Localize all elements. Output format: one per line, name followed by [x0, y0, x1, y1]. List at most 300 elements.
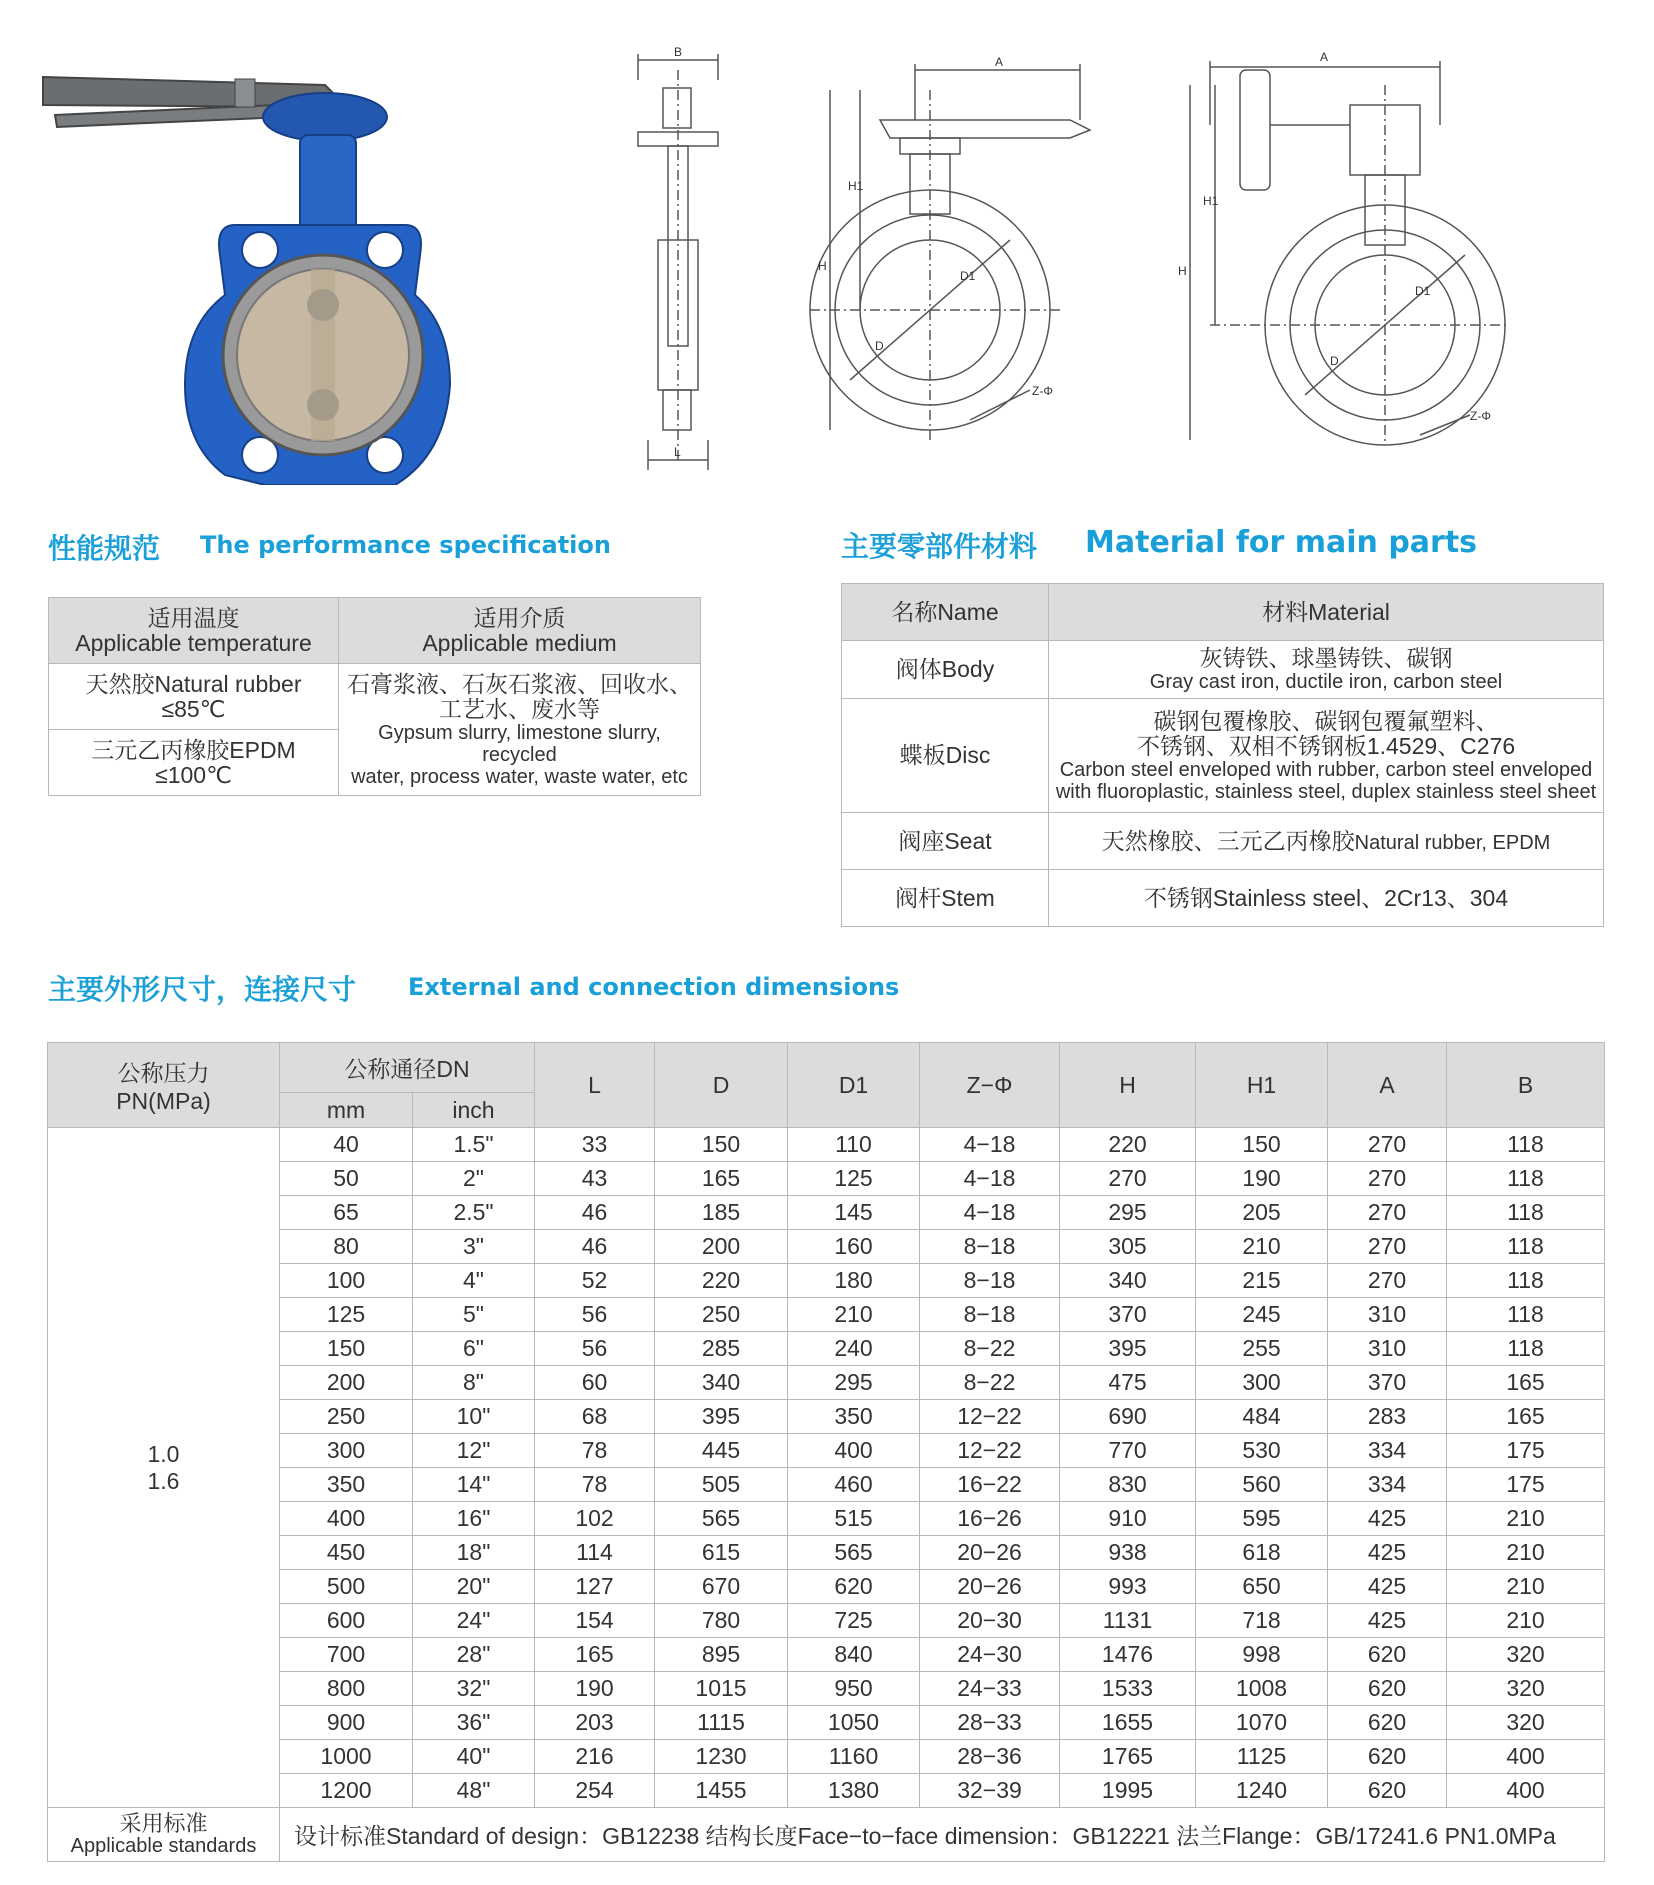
natural-rubber-label: 天然胶Natural rubber	[85, 670, 302, 697]
cell-z-phi: 28−36	[920, 1740, 1060, 1774]
cell-d: 445	[655, 1434, 788, 1468]
materials-title-cn: 主要零部件材料	[841, 530, 1038, 563]
cell-b: 320	[1447, 1672, 1605, 1706]
cell-h: 690	[1060, 1400, 1196, 1434]
cell-a: 334	[1328, 1468, 1447, 1502]
disc-material-cn2: 不锈钢、双相不锈钢板1.4529、C276	[1136, 732, 1516, 759]
cell-dn-inch: 28"	[413, 1638, 535, 1672]
cell-z-phi: 24−33	[920, 1672, 1060, 1706]
temperature-header-cn: 适用温度	[147, 604, 240, 631]
temperature-header	[49, 598, 339, 664]
dim-label-a-2: A	[1320, 50, 1329, 64]
cell-l: 68	[535, 1400, 655, 1434]
cell-z-phi: 12−22	[920, 1434, 1060, 1468]
col-header-h: H	[1060, 1043, 1196, 1128]
cell-dn-mm: 900	[280, 1706, 413, 1740]
cell-b: 320	[1447, 1638, 1605, 1672]
gearbox-view-drawing	[1170, 45, 1520, 455]
cell-dn-inch: 5"	[413, 1298, 535, 1332]
cell-b: 118	[1447, 1128, 1605, 1162]
cell-l: 254	[535, 1774, 655, 1808]
cell-dn-mm: 1200	[280, 1774, 413, 1808]
col-header-d1: D1	[788, 1043, 920, 1128]
dim-label-h1: H1	[848, 179, 864, 193]
dimensions-title-cn: 主要外形尺寸，连接尺寸	[48, 973, 357, 1006]
cell-a: 370	[1328, 1366, 1447, 1400]
cell-h: 1533	[1060, 1672, 1196, 1706]
cell-d1: 1050	[788, 1706, 920, 1740]
temperature-header-en: Applicable temperature	[75, 629, 312, 656]
cell-h1: 190	[1196, 1162, 1328, 1196]
table-row	[48, 1604, 1605, 1638]
cell-z-phi: 8−18	[920, 1264, 1060, 1298]
medium-cn-line2: 工艺水、废水等	[439, 695, 600, 722]
medium-en-line2: water, process water, waste water, etc	[351, 765, 688, 788]
body-material-en: Gray cast iron, ductile iron, carbon steel	[1149, 671, 1503, 693]
cell-a: 620	[1328, 1638, 1447, 1672]
dim-label-h-2: H	[1178, 264, 1187, 278]
cell-d: 565	[655, 1502, 788, 1536]
medium-header-cn: 适用介质	[473, 604, 566, 631]
cell-h: 770	[1060, 1434, 1196, 1468]
disc-name: 蝶板Disc	[842, 699, 1049, 813]
standards-label-cn: 采用标准	[119, 1810, 208, 1836]
cell-d: 200	[655, 1230, 788, 1264]
cell-d1: 840	[788, 1638, 920, 1672]
cell-h: 475	[1060, 1366, 1196, 1400]
table-row	[48, 1332, 1605, 1366]
cell-l: 52	[535, 1264, 655, 1298]
cell-dn-inch: 4"	[413, 1264, 535, 1298]
cell-d: 165	[655, 1162, 788, 1196]
cell-d1: 295	[788, 1366, 920, 1400]
cell-dn-inch: 40"	[413, 1740, 535, 1774]
cell-h1: 1125	[1196, 1740, 1328, 1774]
cell-d1: 210	[788, 1298, 920, 1332]
cell-b: 165	[1447, 1366, 1605, 1400]
pn-value-2: 1.6	[147, 1467, 180, 1494]
cell-dn-mm: 600	[280, 1604, 413, 1638]
cell-h1: 1008	[1196, 1672, 1328, 1706]
cell-l: 154	[535, 1604, 655, 1638]
cell-d1: 350	[788, 1400, 920, 1434]
dim-label-h1-2: H1	[1203, 194, 1219, 208]
cell-h: 220	[1060, 1128, 1196, 1162]
cell-z-phi: 28−33	[920, 1706, 1060, 1740]
cell-dn-inch: 18"	[413, 1536, 535, 1570]
epdm-temp: ≤100℃	[155, 761, 232, 788]
cell-d1: 145	[788, 1196, 920, 1230]
disc-material-cn1: 碳钢包覆橡胶、碳钢包覆氟塑料、	[1153, 707, 1499, 734]
dim-label-z-phi-2: Z-Φ	[1470, 409, 1491, 423]
cell-dn-inch: 10"	[413, 1400, 535, 1434]
cell-l: 46	[535, 1196, 655, 1230]
cell-dn-mm: 65	[280, 1196, 413, 1230]
dimensions-title-en: External and connection dimensions	[408, 973, 900, 1001]
cell-dn-inch: 32"	[413, 1672, 535, 1706]
medium-header-en: Applicable medium	[422, 629, 617, 656]
cell-z-phi: 20−30	[920, 1604, 1060, 1638]
cell-l: 165	[535, 1638, 655, 1672]
cell-l: 46	[535, 1230, 655, 1264]
inch-header: inch	[413, 1093, 535, 1128]
cell-z-phi: 24−30	[920, 1638, 1060, 1672]
cell-a: 283	[1328, 1400, 1447, 1434]
cell-a: 270	[1328, 1230, 1447, 1264]
cell-d: 1015	[655, 1672, 788, 1706]
materials-title-en: Material for main parts	[1085, 525, 1478, 560]
cell-d1: 180	[788, 1264, 920, 1298]
cell-d1: 1160	[788, 1740, 920, 1774]
cell-dn-mm: 800	[280, 1672, 413, 1706]
cell-dn-mm: 1000	[280, 1740, 413, 1774]
cell-h1: 300	[1196, 1366, 1328, 1400]
standards-label	[48, 1808, 280, 1862]
table-row	[48, 1162, 1605, 1196]
cell-h1: 618	[1196, 1536, 1328, 1570]
cell-a: 425	[1328, 1536, 1447, 1570]
cell-dn-mm: 80	[280, 1230, 413, 1264]
cell-d: 340	[655, 1366, 788, 1400]
cell-h1: 1240	[1196, 1774, 1328, 1808]
cell-l: 78	[535, 1468, 655, 1502]
cell-l: 60	[535, 1366, 655, 1400]
seat-name: 阀座Seat	[842, 813, 1049, 870]
cell-b: 118	[1447, 1332, 1605, 1366]
table-row	[48, 1264, 1605, 1298]
table-row	[48, 1128, 1605, 1162]
cell-d1: 125	[788, 1162, 920, 1196]
standards-text: 设计标准Standard of design：GB12238 结构长度Face−to−face dimension：GB12221 法兰Flange：GB/17241.6 PN1.0MPa	[280, 1808, 1605, 1862]
table-row	[48, 1774, 1605, 1808]
side-view-drawing	[630, 40, 750, 480]
cell-z-phi: 20−26	[920, 1536, 1060, 1570]
medium-cell	[339, 664, 701, 796]
natural-rubber-cell	[49, 664, 339, 730]
table-row	[48, 1434, 1605, 1468]
cell-z-phi: 4−18	[920, 1128, 1060, 1162]
cell-dn-inch: 36"	[413, 1706, 535, 1740]
dim-label-h: H	[818, 259, 827, 273]
seat-material	[1049, 813, 1604, 870]
cell-h1: 210	[1196, 1230, 1328, 1264]
cell-a: 620	[1328, 1672, 1447, 1706]
cell-d1: 1380	[788, 1774, 920, 1808]
materials-material-header: 材料Material	[1049, 584, 1604, 641]
medium-en-line1: Gypsum slurry, limestone slurry, recycled	[378, 721, 661, 766]
cell-d: 150	[655, 1128, 788, 1162]
table-row	[48, 1638, 1605, 1672]
cell-dn-inch: 16"	[413, 1502, 535, 1536]
cell-d1: 565	[788, 1536, 920, 1570]
cell-a: 334	[1328, 1434, 1447, 1468]
cell-d1: 515	[788, 1502, 920, 1536]
valve-photo	[35, 55, 485, 485]
cell-h1: 650	[1196, 1570, 1328, 1604]
disc-material-en1: Carbon steel enveloped with rubber, carbon steel enveloped	[1059, 758, 1593, 781]
cell-d: 395	[655, 1400, 788, 1434]
dim-label-d1-2: D1	[1415, 284, 1431, 298]
cell-dn-inch: 12"	[413, 1434, 535, 1468]
cell-l: 114	[535, 1536, 655, 1570]
cell-a: 425	[1328, 1570, 1447, 1604]
dim-label-d1: D1	[960, 269, 976, 283]
cell-b: 210	[1447, 1502, 1605, 1536]
cell-b: 118	[1447, 1230, 1605, 1264]
performance-title-en: The performance specification	[200, 531, 611, 559]
cell-a: 620	[1328, 1706, 1447, 1740]
table-row	[48, 1468, 1605, 1502]
cell-dn-inch: 8"	[413, 1366, 535, 1400]
disc-material	[1049, 699, 1604, 813]
cell-b: 175	[1447, 1468, 1605, 1502]
cell-dn-mm: 300	[280, 1434, 413, 1468]
cell-z-phi: 12−22	[920, 1400, 1060, 1434]
materials-name-header: 名称Name	[842, 584, 1049, 641]
cell-z-phi: 32−39	[920, 1774, 1060, 1808]
cell-h: 305	[1060, 1230, 1196, 1264]
cell-z-phi: 16−26	[920, 1502, 1060, 1536]
cell-a: 425	[1328, 1502, 1447, 1536]
seat-material-cn: 天然橡胶、三元乙丙橡胶	[1101, 827, 1355, 854]
seat-material-en: Natural rubber, EPDM	[1354, 831, 1551, 854]
cell-b: 118	[1447, 1196, 1605, 1230]
cell-h: 910	[1060, 1502, 1196, 1536]
col-header-b: B	[1447, 1043, 1605, 1128]
performance-title-cn: 性能规范	[48, 532, 161, 565]
col-header-z-phi: Z−Φ	[920, 1043, 1060, 1128]
cell-d1: 400	[788, 1434, 920, 1468]
col-header-l: L	[535, 1043, 655, 1128]
cell-d: 670	[655, 1570, 788, 1604]
cell-d1: 240	[788, 1332, 920, 1366]
natural-rubber-temp: ≤85℃	[161, 695, 226, 722]
pn-header-cn: 公称压力	[117, 1060, 210, 1086]
cell-z-phi: 8−18	[920, 1298, 1060, 1332]
cell-h: 270	[1060, 1162, 1196, 1196]
cell-b: 118	[1447, 1162, 1605, 1196]
cell-h: 370	[1060, 1298, 1196, 1332]
cell-z-phi: 8−22	[920, 1332, 1060, 1366]
cell-h: 395	[1060, 1332, 1196, 1366]
cell-dn-mm: 450	[280, 1536, 413, 1570]
dim-label-a: A	[995, 55, 1004, 69]
col-header-h1: H1	[1196, 1043, 1328, 1128]
dim-label-d: D	[875, 339, 884, 353]
cell-d: 220	[655, 1264, 788, 1298]
cell-a: 620	[1328, 1774, 1447, 1808]
cell-dn-mm: 700	[280, 1638, 413, 1672]
cell-a: 620	[1328, 1740, 1447, 1774]
table-row	[48, 1536, 1605, 1570]
cell-d1: 725	[788, 1604, 920, 1638]
materials-table	[841, 583, 1604, 927]
cell-l: 56	[535, 1332, 655, 1366]
cell-h1: 560	[1196, 1468, 1328, 1502]
cell-b: 118	[1447, 1298, 1605, 1332]
pn-header	[48, 1043, 280, 1128]
pn-value-cell	[48, 1128, 280, 1808]
cell-a: 425	[1328, 1604, 1447, 1638]
standards-label-en: Applicable standards	[70, 1834, 257, 1857]
cell-dn-mm: 125	[280, 1298, 413, 1332]
cell-h: 1131	[1060, 1604, 1196, 1638]
cell-b: 210	[1447, 1570, 1605, 1604]
medium-cn-line1: 石膏浆液、石灰石浆液、回收水、	[347, 670, 692, 697]
cell-dn-inch: 3"	[413, 1230, 535, 1264]
dim-label-l: L	[674, 445, 681, 459]
table-row	[48, 1706, 1605, 1740]
cell-a: 270	[1328, 1196, 1447, 1230]
cell-d: 1115	[655, 1706, 788, 1740]
cell-d1: 460	[788, 1468, 920, 1502]
pn-value-1: 1.0	[147, 1440, 180, 1467]
performance-table	[48, 597, 701, 796]
cell-dn-mm: 150	[280, 1332, 413, 1366]
cell-dn-inch: 24"	[413, 1604, 535, 1638]
table-row	[48, 1570, 1605, 1604]
cell-h1: 150	[1196, 1128, 1328, 1162]
cell-b: 210	[1447, 1604, 1605, 1638]
cell-l: 127	[535, 1570, 655, 1604]
dim-label-b: B	[674, 45, 683, 59]
cell-d1: 620	[788, 1570, 920, 1604]
cell-d1: 160	[788, 1230, 920, 1264]
cell-h: 1995	[1060, 1774, 1196, 1808]
cell-d: 505	[655, 1468, 788, 1502]
cell-dn-mm: 400	[280, 1502, 413, 1536]
cell-h: 993	[1060, 1570, 1196, 1604]
cell-h: 340	[1060, 1264, 1196, 1298]
cell-dn-mm: 50	[280, 1162, 413, 1196]
cell-b: 165	[1447, 1400, 1605, 1434]
cell-l: 33	[535, 1128, 655, 1162]
cell-b: 400	[1447, 1740, 1605, 1774]
cell-a: 310	[1328, 1332, 1447, 1366]
cell-z-phi: 8−18	[920, 1230, 1060, 1264]
table-row	[48, 1740, 1605, 1774]
cell-b: 400	[1447, 1774, 1605, 1808]
cell-h1: 484	[1196, 1400, 1328, 1434]
body-material	[1049, 641, 1604, 699]
cell-h1: 998	[1196, 1638, 1328, 1672]
cell-l: 190	[535, 1672, 655, 1706]
cell-dn-mm: 200	[280, 1366, 413, 1400]
cell-h1: 530	[1196, 1434, 1328, 1468]
cell-z-phi: 4−18	[920, 1162, 1060, 1196]
mm-header: mm	[280, 1093, 413, 1128]
table-row	[48, 1298, 1605, 1332]
cell-dn-inch: 14"	[413, 1468, 535, 1502]
cell-dn-mm: 100	[280, 1264, 413, 1298]
cell-h1: 718	[1196, 1604, 1328, 1638]
cell-h: 1765	[1060, 1740, 1196, 1774]
cell-d: 1230	[655, 1740, 788, 1774]
cell-d1: 110	[788, 1128, 920, 1162]
cell-h: 295	[1060, 1196, 1196, 1230]
table-row	[48, 1502, 1605, 1536]
cell-dn-mm: 500	[280, 1570, 413, 1604]
cell-d1: 950	[788, 1672, 920, 1706]
cell-h: 830	[1060, 1468, 1196, 1502]
cell-a: 270	[1328, 1264, 1447, 1298]
cell-h1: 595	[1196, 1502, 1328, 1536]
stem-material: 不锈钢Stainless steel、2Cr13、304	[1049, 870, 1604, 927]
pn-header-en: PN(MPa)	[116, 1088, 211, 1114]
cell-dn-inch: 20"	[413, 1570, 535, 1604]
cell-h: 1476	[1060, 1638, 1196, 1672]
cell-h: 938	[1060, 1536, 1196, 1570]
cell-l: 78	[535, 1434, 655, 1468]
cell-l: 203	[535, 1706, 655, 1740]
cell-h1: 255	[1196, 1332, 1328, 1366]
stem-name: 阀杆Stem	[842, 870, 1049, 927]
cell-b: 175	[1447, 1434, 1605, 1468]
cell-dn-inch: 48"	[413, 1774, 535, 1808]
cell-dn-mm: 40	[280, 1128, 413, 1162]
table-row	[48, 1230, 1605, 1264]
cell-b: 320	[1447, 1706, 1605, 1740]
cell-z-phi: 8−22	[920, 1366, 1060, 1400]
cell-dn-mm: 250	[280, 1400, 413, 1434]
cell-l: 43	[535, 1162, 655, 1196]
cell-dn-inch: 2"	[413, 1162, 535, 1196]
front-view-drawing	[770, 50, 1100, 450]
cell-l: 102	[535, 1502, 655, 1536]
col-header-a: A	[1328, 1043, 1447, 1128]
cell-dn-inch: 1.5"	[413, 1128, 535, 1162]
cell-l: 216	[535, 1740, 655, 1774]
cell-a: 270	[1328, 1128, 1447, 1162]
cell-dn-mm: 350	[280, 1468, 413, 1502]
cell-h1: 1070	[1196, 1706, 1328, 1740]
table-row	[48, 1196, 1605, 1230]
col-header-d: D	[655, 1043, 788, 1128]
cell-a: 270	[1328, 1162, 1447, 1196]
cell-z-phi: 20−26	[920, 1570, 1060, 1604]
table-row	[48, 1400, 1605, 1434]
dimensions-table	[47, 1042, 1605, 1862]
epdm-label: 三元乙丙橡胶EPDM	[91, 736, 296, 763]
cell-h1: 205	[1196, 1196, 1328, 1230]
cell-d: 780	[655, 1604, 788, 1638]
dim-label-z-phi: Z-Φ	[1032, 384, 1053, 398]
cell-d: 1455	[655, 1774, 788, 1808]
cell-dn-inch: 6"	[413, 1332, 535, 1366]
cell-h1: 215	[1196, 1264, 1328, 1298]
cell-b: 210	[1447, 1536, 1605, 1570]
cell-d: 285	[655, 1332, 788, 1366]
cell-h: 1655	[1060, 1706, 1196, 1740]
medium-header	[339, 598, 701, 664]
cell-z-phi: 16−22	[920, 1468, 1060, 1502]
cell-d: 895	[655, 1638, 788, 1672]
cell-dn-inch: 2.5"	[413, 1196, 535, 1230]
table-row	[48, 1672, 1605, 1706]
disc-material-en2: with fluoroplastic, stainless steel, duplex stainless steel sheet	[1055, 780, 1597, 803]
dn-header: 公称通径DN	[280, 1043, 535, 1093]
cell-l: 56	[535, 1298, 655, 1332]
cell-h1: 245	[1196, 1298, 1328, 1332]
cell-z-phi: 4−18	[920, 1196, 1060, 1230]
cell-d: 250	[655, 1298, 788, 1332]
body-material-cn: 灰铸铁、球墨铸铁、碳钢	[1199, 645, 1453, 671]
cell-d: 615	[655, 1536, 788, 1570]
cell-a: 310	[1328, 1298, 1447, 1332]
table-row	[48, 1366, 1605, 1400]
cell-d: 185	[655, 1196, 788, 1230]
epdm-cell	[49, 730, 339, 796]
